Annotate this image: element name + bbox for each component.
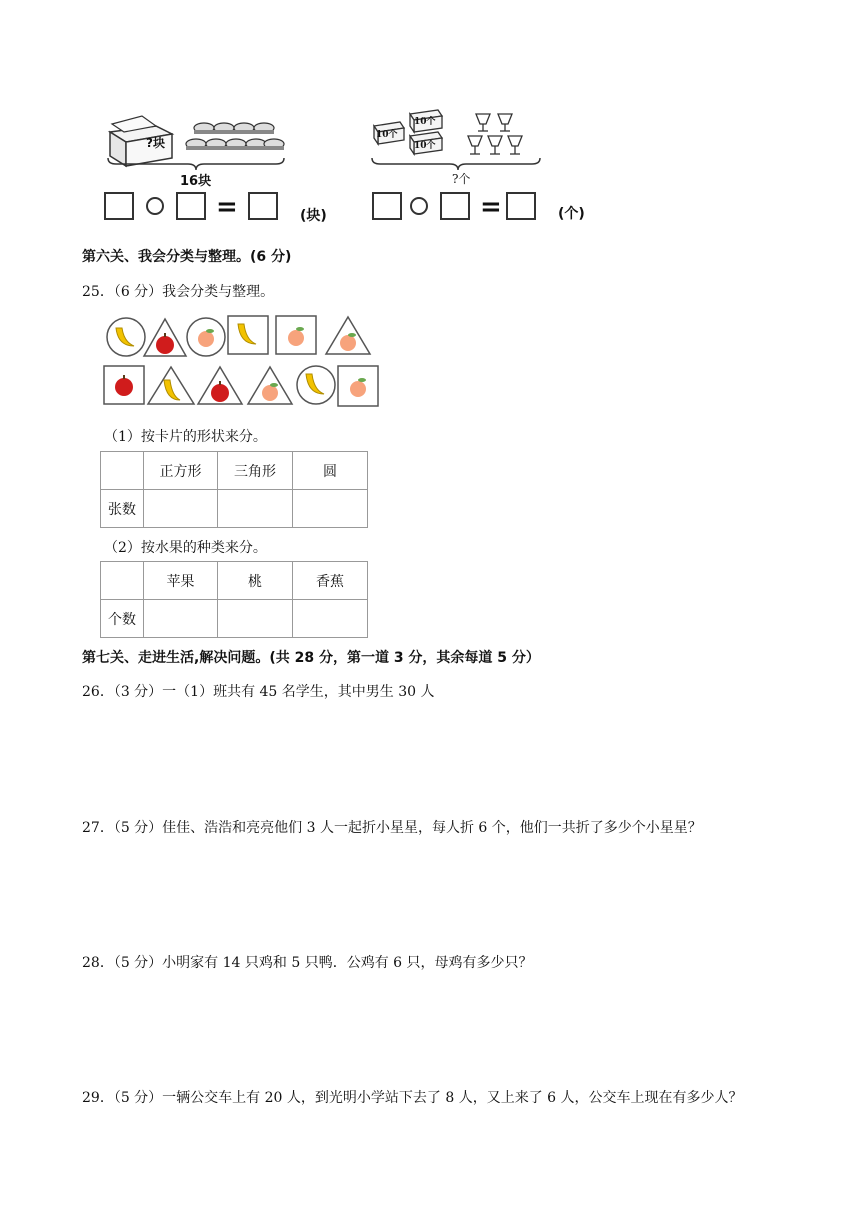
operator-circle[interactable] bbox=[146, 197, 164, 215]
answer-box-2[interactable] bbox=[176, 192, 206, 220]
table2-row-label: 个数 bbox=[101, 600, 144, 638]
table2-header-banana: 香蕉 bbox=[293, 562, 368, 600]
answer-box-6[interactable] bbox=[506, 192, 536, 220]
card-square-peach-2 bbox=[336, 364, 382, 408]
answer-box-5[interactable] bbox=[440, 192, 470, 220]
card-triangle-banana bbox=[146, 364, 196, 406]
card-triangle-apple-2 bbox=[196, 364, 244, 406]
operator-circle-2[interactable] bbox=[410, 197, 428, 215]
card-circle-banana-2 bbox=[294, 364, 340, 406]
section6-heading: 第六关、我会分类与整理。(6 分) bbox=[82, 249, 292, 265]
table1-cell-circle[interactable] bbox=[293, 490, 368, 528]
table1-row-label: 张数 bbox=[101, 490, 144, 528]
card-square-peach bbox=[274, 314, 320, 356]
table1-cell-triangle[interactable] bbox=[218, 490, 293, 528]
question-28: 28．（5 分）小明家有 14 只鸡和 5 只鸭．公鸡有 6 只，母鸡有多少只？ bbox=[82, 955, 533, 971]
answer-box-1[interactable] bbox=[104, 192, 134, 220]
part2-label: （2）按水果的种类来分。 bbox=[104, 540, 267, 556]
fruit-table bbox=[100, 561, 368, 638]
box-label-2: 10个 bbox=[414, 117, 436, 127]
card-triangle-apple bbox=[142, 316, 188, 358]
card-square-banana bbox=[226, 314, 272, 356]
question-26: 26．（3 分）一（1）班共有 45 名学生，其中男生 30 人 bbox=[82, 684, 435, 700]
equals-sign: = bbox=[216, 192, 238, 222]
table1-header-circle: 圆 bbox=[293, 452, 368, 490]
unit-label: (块) bbox=[300, 208, 327, 224]
card-triangle-peach-2 bbox=[246, 364, 294, 406]
part1-label: （1）按卡片的形状来分。 bbox=[104, 429, 267, 445]
table2-corner bbox=[101, 562, 144, 600]
equals-sign-2: = bbox=[480, 192, 502, 222]
box-unknown-label: ?块 bbox=[146, 136, 165, 150]
table1-cell-square[interactable] bbox=[144, 490, 218, 528]
table2-header-peach: 桃 bbox=[218, 562, 293, 600]
unit-label-2: (个) bbox=[558, 206, 585, 222]
card-triangle-peach bbox=[324, 314, 372, 356]
question-25: 25．（6 分）我会分类与整理。 bbox=[82, 284, 275, 300]
question-27: 27．（5 分）佳佳、浩浩和亮亮他们 3 人一起折小星星，每人折 6 个，他们一共折了多少个小星星？ bbox=[82, 820, 702, 836]
table1-header-square: 正方形 bbox=[144, 452, 218, 490]
box-label-3: 10个 bbox=[414, 141, 436, 151]
table2-cell-banana[interactable] bbox=[293, 600, 368, 638]
question-29: 29．（5 分）一辆公交车上有 20 人，到光明小学站下去了 8 人，又上来了 6 人，公交车上现在有多少人？ bbox=[82, 1090, 743, 1106]
card-square-apple bbox=[102, 364, 148, 406]
table2-cell-apple[interactable] bbox=[144, 600, 218, 638]
brace-total-label: 16块 bbox=[180, 174, 212, 189]
table2-cell-peach[interactable] bbox=[218, 600, 293, 638]
section7-heading: 第七关、走进生活,解决问题。(共 28 分，第一道 3 分，其余每道 5 分） bbox=[82, 650, 540, 666]
shape-table bbox=[100, 451, 368, 528]
answer-box-3[interactable] bbox=[248, 192, 278, 220]
box-label-1: 10个 bbox=[376, 130, 398, 140]
brace-unknown-label: ?个 bbox=[452, 172, 471, 186]
card-circle-peach bbox=[184, 316, 230, 358]
answer-box-4[interactable] bbox=[372, 192, 402, 220]
table2-header-apple: 苹果 bbox=[144, 562, 218, 600]
table1-corner bbox=[101, 452, 144, 490]
table1-header-triangle: 三角形 bbox=[218, 452, 293, 490]
